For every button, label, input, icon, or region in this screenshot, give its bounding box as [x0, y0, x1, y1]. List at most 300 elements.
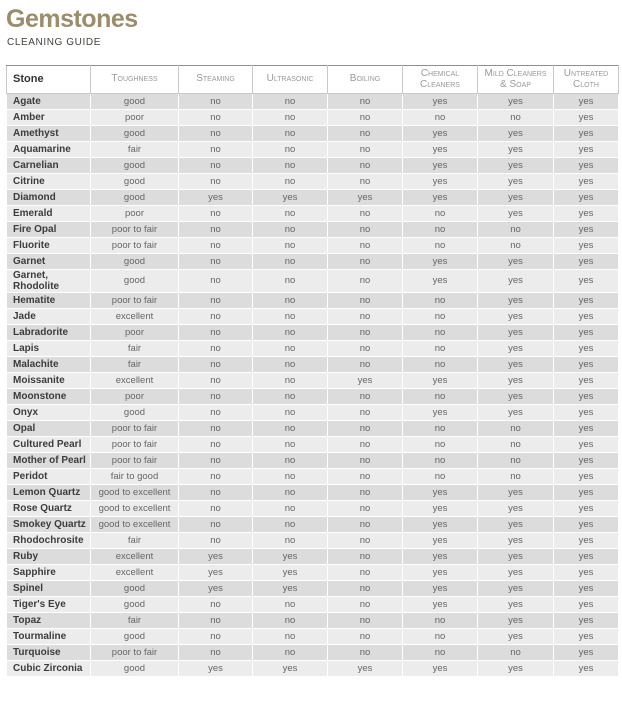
stone-name-cell: Moonstone [7, 388, 91, 404]
table-row-lemon-quartz [7, 484, 619, 500]
stone-name-cell: Agate [7, 93, 91, 109]
value-cell: poor to fair [91, 420, 179, 436]
value-cell: no [253, 157, 328, 173]
value-cell: yes [478, 340, 554, 356]
table-row-tourmaline [7, 628, 619, 644]
value-cell: no [179, 253, 253, 269]
value-cell: no [478, 468, 554, 484]
value-cell: no [328, 324, 403, 340]
value-cell: yes [403, 253, 478, 269]
table-row-smokey-quartz [7, 516, 619, 532]
value-cell: no [179, 205, 253, 221]
value-cell: no [328, 548, 403, 564]
value-cell: yes [328, 372, 403, 388]
value-cell: no [328, 109, 403, 125]
value-cell: yes [478, 189, 554, 205]
table-row-malachite [7, 356, 619, 372]
value-cell: no [179, 292, 253, 308]
value-cell: no [403, 452, 478, 468]
value-cell: yes [478, 404, 554, 420]
stone-name-cell: Rose Quartz [7, 500, 91, 516]
value-cell: good [91, 189, 179, 205]
stone-name-cell: Turquoise [7, 644, 91, 660]
table-row-cultured-pearl [7, 436, 619, 452]
stone-name-cell: Cubic Zirconia [7, 660, 91, 676]
value-cell: yes [403, 660, 478, 676]
stone-name-cell: Smokey Quartz [7, 516, 91, 532]
value-cell: good [91, 157, 179, 173]
value-cell: no [328, 580, 403, 596]
table-row-sapphire [7, 564, 619, 580]
value-cell: no [328, 404, 403, 420]
value-cell: yes [403, 141, 478, 157]
table-row-mother-of-pearl [7, 452, 619, 468]
table-row-amber [7, 109, 619, 125]
value-cell: yes [403, 404, 478, 420]
stone-name-cell: Carnelian [7, 157, 91, 173]
stone-name-cell: Opal [7, 420, 91, 436]
value-cell: good to excellent [91, 516, 179, 532]
value-cell: yes [554, 141, 619, 157]
value-cell: good [91, 269, 179, 292]
value-cell: no [179, 484, 253, 500]
table-row-garnet-rhodolite [7, 269, 619, 292]
value-cell: yes [478, 612, 554, 628]
value-cell: poor to fair [91, 221, 179, 237]
value-cell: yes [253, 580, 328, 596]
value-cell: good [91, 404, 179, 420]
stone-name-cell: Tiger's Eye [7, 596, 91, 612]
value-cell: no [179, 516, 253, 532]
value-cell: no [253, 596, 328, 612]
value-cell: good [91, 628, 179, 644]
stone-name-cell: Mother of Pearl [7, 452, 91, 468]
value-cell: no [403, 109, 478, 125]
value-cell: no [478, 237, 554, 253]
stone-name-cell: Ruby [7, 548, 91, 564]
table-row-jade [7, 308, 619, 324]
value-cell: yes [478, 500, 554, 516]
value-cell: yes [328, 660, 403, 676]
value-cell: yes [554, 388, 619, 404]
table-row-amethyst [7, 125, 619, 141]
value-cell: yes [554, 644, 619, 660]
value-cell: no [179, 452, 253, 468]
value-cell: no [478, 436, 554, 452]
stone-name-cell: Garnet, Rhodolite [7, 269, 91, 292]
value-cell: yes [478, 484, 554, 500]
value-cell: yes [403, 500, 478, 516]
value-cell: no [328, 516, 403, 532]
value-cell: yes [478, 580, 554, 596]
value-cell: good [91, 93, 179, 109]
value-cell: yes [253, 660, 328, 676]
value-cell: no [328, 125, 403, 141]
value-cell: excellent [91, 308, 179, 324]
value-cell: no [179, 404, 253, 420]
value-cell: good [91, 660, 179, 676]
value-cell: no [179, 221, 253, 237]
table-row-turquoise [7, 644, 619, 660]
value-cell: no [179, 420, 253, 436]
value-cell: no [253, 340, 328, 356]
value-cell: no [478, 221, 554, 237]
stone-name-cell: Tourmaline [7, 628, 91, 644]
table-row-labradorite [7, 324, 619, 340]
table-row-rose-quartz [7, 500, 619, 516]
value-cell: yes [554, 269, 619, 292]
value-cell: no [403, 205, 478, 221]
value-cell: yes [554, 109, 619, 125]
value-cell: no [179, 324, 253, 340]
value-cell: no [403, 356, 478, 372]
value-cell: no [403, 324, 478, 340]
value-cell: no [328, 564, 403, 580]
value-cell: no [253, 628, 328, 644]
value-cell: yes [554, 93, 619, 109]
value-cell: yes [403, 564, 478, 580]
stone-name-cell: Topaz [7, 612, 91, 628]
value-cell: no [328, 468, 403, 484]
value-cell: no [179, 468, 253, 484]
table-row-agate [7, 93, 619, 109]
value-cell: yes [403, 548, 478, 564]
value-cell: no [328, 500, 403, 516]
value-cell: no [253, 452, 328, 468]
value-cell: no [328, 452, 403, 468]
value-cell: yes [554, 596, 619, 612]
value-cell: no [253, 612, 328, 628]
value-cell: no [403, 340, 478, 356]
value-cell: yes [179, 564, 253, 580]
column-header-ultrasonic: Ultrasonic [253, 65, 328, 93]
value-cell: no [328, 420, 403, 436]
value-cell: no [253, 205, 328, 221]
value-cell: no [179, 628, 253, 644]
value-cell: no [403, 420, 478, 436]
table-row-opal [7, 420, 619, 436]
value-cell: yes [554, 516, 619, 532]
value-cell: no [253, 436, 328, 452]
table-row-topaz [7, 612, 619, 628]
value-cell: no [253, 516, 328, 532]
table-row-citrine [7, 173, 619, 189]
value-cell: yes [478, 532, 554, 548]
value-cell: yes [478, 564, 554, 580]
value-cell: poor [91, 324, 179, 340]
value-cell: yes [253, 189, 328, 205]
value-cell: yes [478, 548, 554, 564]
value-cell: excellent [91, 564, 179, 580]
value-cell: poor to fair [91, 436, 179, 452]
stone-name-cell: Amber [7, 109, 91, 125]
value-cell: no [328, 141, 403, 157]
table-row-fire-opal [7, 221, 619, 237]
stone-name-cell: Lemon Quartz [7, 484, 91, 500]
value-cell: yes [403, 269, 478, 292]
value-cell: yes [554, 189, 619, 205]
value-cell: no [253, 468, 328, 484]
stone-name-cell: Malachite [7, 356, 91, 372]
value-cell: no [478, 109, 554, 125]
value-cell: no [403, 628, 478, 644]
value-cell: no [179, 125, 253, 141]
value-cell: no [403, 388, 478, 404]
stone-name-cell: Onyx [7, 404, 91, 420]
value-cell: no [253, 356, 328, 372]
value-cell: no [179, 532, 253, 548]
value-cell: good to excellent [91, 500, 179, 516]
value-cell: no [253, 109, 328, 125]
value-cell: yes [554, 340, 619, 356]
value-cell: yes [179, 189, 253, 205]
value-cell: no [179, 237, 253, 253]
value-cell: no [179, 340, 253, 356]
column-header-untreated-cloth: Untreated Cloth [554, 65, 619, 93]
value-cell: good [91, 125, 179, 141]
value-cell: yes [554, 292, 619, 308]
value-cell: yes [554, 436, 619, 452]
value-cell: poor [91, 205, 179, 221]
value-cell: no [179, 141, 253, 157]
value-cell: no [478, 644, 554, 660]
value-cell: no [179, 109, 253, 125]
value-cell: no [328, 237, 403, 253]
value-cell: good [91, 596, 179, 612]
value-cell: yes [554, 205, 619, 221]
stone-name-cell: Aquamarine [7, 141, 91, 157]
stone-name-cell: Spinel [7, 580, 91, 596]
stone-name-cell: Amethyst [7, 125, 91, 141]
value-cell: yes [403, 580, 478, 596]
value-cell: no [253, 372, 328, 388]
value-cell: yes [554, 564, 619, 580]
value-cell: yes [554, 468, 619, 484]
value-cell: no [328, 93, 403, 109]
value-cell: no [328, 308, 403, 324]
value-cell: yes [478, 628, 554, 644]
value-cell: fair [91, 612, 179, 628]
value-cell: no [179, 436, 253, 452]
value-cell: no [403, 644, 478, 660]
value-cell: yes [253, 564, 328, 580]
table-row-tiger-s-eye [7, 596, 619, 612]
value-cell: no [253, 532, 328, 548]
value-cell: fair to good [91, 468, 179, 484]
value-cell: no [179, 500, 253, 516]
value-cell: yes [478, 596, 554, 612]
stone-name-cell: Hematite [7, 292, 91, 308]
stone-name-cell: Jade [7, 308, 91, 324]
value-cell: no [253, 141, 328, 157]
stone-name-cell: Lapis [7, 340, 91, 356]
value-cell: yes [403, 157, 478, 173]
value-cell: yes [554, 308, 619, 324]
value-cell: yes [554, 125, 619, 141]
column-header-toughness: Toughness [91, 65, 179, 93]
value-cell: yes [478, 372, 554, 388]
value-cell: yes [554, 356, 619, 372]
value-cell: no [328, 596, 403, 612]
value-cell: no [328, 484, 403, 500]
value-cell: no [478, 420, 554, 436]
value-cell: good [91, 253, 179, 269]
column-header-mild-cleaners-soap: Mild Cleaners & Soap [478, 65, 554, 93]
value-cell: no [328, 532, 403, 548]
value-cell: poor to fair [91, 237, 179, 253]
table-body [7, 93, 619, 676]
stone-name-cell: Emerald [7, 205, 91, 221]
value-cell: no [328, 221, 403, 237]
table-row-ruby [7, 548, 619, 564]
value-cell: yes [403, 372, 478, 388]
value-cell: yes [478, 125, 554, 141]
value-cell: yes [554, 660, 619, 676]
value-cell: yes [403, 189, 478, 205]
value-cell: no [179, 269, 253, 292]
value-cell: no [253, 237, 328, 253]
value-cell: yes [478, 324, 554, 340]
value-cell: excellent [91, 548, 179, 564]
value-cell: yes [478, 356, 554, 372]
value-cell: poor [91, 388, 179, 404]
table-row-diamond [7, 189, 619, 205]
stone-name-cell: Labradorite [7, 324, 91, 340]
value-cell: yes [478, 269, 554, 292]
value-cell: no [179, 372, 253, 388]
value-cell: yes [403, 596, 478, 612]
stone-name-cell: Rhodochrosite [7, 532, 91, 548]
value-cell: yes [478, 253, 554, 269]
value-cell: yes [554, 221, 619, 237]
value-cell: no [328, 356, 403, 372]
value-cell: yes [554, 580, 619, 596]
table-row-lapis [7, 340, 619, 356]
value-cell: no [328, 269, 403, 292]
value-cell: no [403, 468, 478, 484]
stone-name-cell: Cultured Pearl [7, 436, 91, 452]
value-cell: yes [179, 580, 253, 596]
value-cell: no [253, 308, 328, 324]
value-cell: no [478, 452, 554, 468]
value-cell: yes [554, 484, 619, 500]
value-cell: fair [91, 141, 179, 157]
value-cell: yes [179, 660, 253, 676]
value-cell: no [253, 500, 328, 516]
value-cell: no [253, 173, 328, 189]
value-cell: no [179, 308, 253, 324]
value-cell: no [253, 269, 328, 292]
value-cell: no [179, 157, 253, 173]
stone-name-cell: Moissanite [7, 372, 91, 388]
value-cell: yes [478, 516, 554, 532]
table-row-moonstone [7, 388, 619, 404]
value-cell: fair [91, 532, 179, 548]
value-cell: yes [554, 404, 619, 420]
value-cell: good [91, 580, 179, 596]
value-cell: no [253, 253, 328, 269]
value-cell: good to excellent [91, 484, 179, 500]
column-header-steaming: Steaming [179, 65, 253, 93]
value-cell: no [253, 644, 328, 660]
table-row-peridot [7, 468, 619, 484]
value-cell: no [253, 484, 328, 500]
value-cell: no [328, 612, 403, 628]
value-cell: yes [403, 484, 478, 500]
value-cell: fair [91, 340, 179, 356]
value-cell: yes [554, 500, 619, 516]
value-cell: no [179, 388, 253, 404]
table-header-row [7, 65, 619, 93]
value-cell: yes [554, 612, 619, 628]
value-cell: no [253, 324, 328, 340]
value-cell: yes [554, 324, 619, 340]
table-row-emerald [7, 205, 619, 221]
value-cell: yes [554, 237, 619, 253]
value-cell: yes [403, 125, 478, 141]
value-cell: no [328, 173, 403, 189]
value-cell: no [179, 356, 253, 372]
stone-name-cell: Peridot [7, 468, 91, 484]
value-cell: yes [253, 548, 328, 564]
value-cell: no [253, 125, 328, 141]
value-cell: no [403, 436, 478, 452]
table-row-spinel [7, 580, 619, 596]
table-header [7, 65, 619, 93]
column-header-boiling: Boiling [328, 65, 403, 93]
value-cell: yes [179, 548, 253, 564]
value-cell: yes [554, 372, 619, 388]
value-cell: no [328, 436, 403, 452]
value-cell: no [403, 237, 478, 253]
page-subtitle: CLEANING GUIDE [7, 36, 101, 48]
value-cell: no [179, 173, 253, 189]
value-cell: no [328, 628, 403, 644]
column-header-stone: Stone [7, 65, 91, 93]
value-cell: no [253, 404, 328, 420]
value-cell: no [328, 644, 403, 660]
table-row-carnelian [7, 157, 619, 173]
value-cell: no [328, 205, 403, 221]
value-cell: no [403, 292, 478, 308]
table-row-hematite [7, 292, 619, 308]
value-cell: yes [478, 292, 554, 308]
table-row-garnet [7, 253, 619, 269]
value-cell: no [403, 221, 478, 237]
value-cell: yes [554, 253, 619, 269]
value-cell: poor to fair [91, 452, 179, 468]
table-row-onyx [7, 404, 619, 420]
page-title: Gemstones [6, 5, 138, 33]
stone-name-cell: Garnet [7, 253, 91, 269]
value-cell: no [179, 596, 253, 612]
value-cell: yes [403, 93, 478, 109]
value-cell: no [253, 93, 328, 109]
value-cell: yes [478, 660, 554, 676]
value-cell: no [403, 308, 478, 324]
stone-name-cell: Citrine [7, 173, 91, 189]
stone-name-cell: Diamond [7, 189, 91, 205]
value-cell: yes [554, 173, 619, 189]
value-cell: good [91, 173, 179, 189]
value-cell: poor to fair [91, 644, 179, 660]
value-cell: yes [478, 157, 554, 173]
stone-name-cell: Sapphire [7, 564, 91, 580]
value-cell: yes [478, 205, 554, 221]
value-cell: yes [478, 93, 554, 109]
column-header-chemical-cleaners: Chemical Cleaners [403, 65, 478, 93]
value-cell: yes [478, 173, 554, 189]
